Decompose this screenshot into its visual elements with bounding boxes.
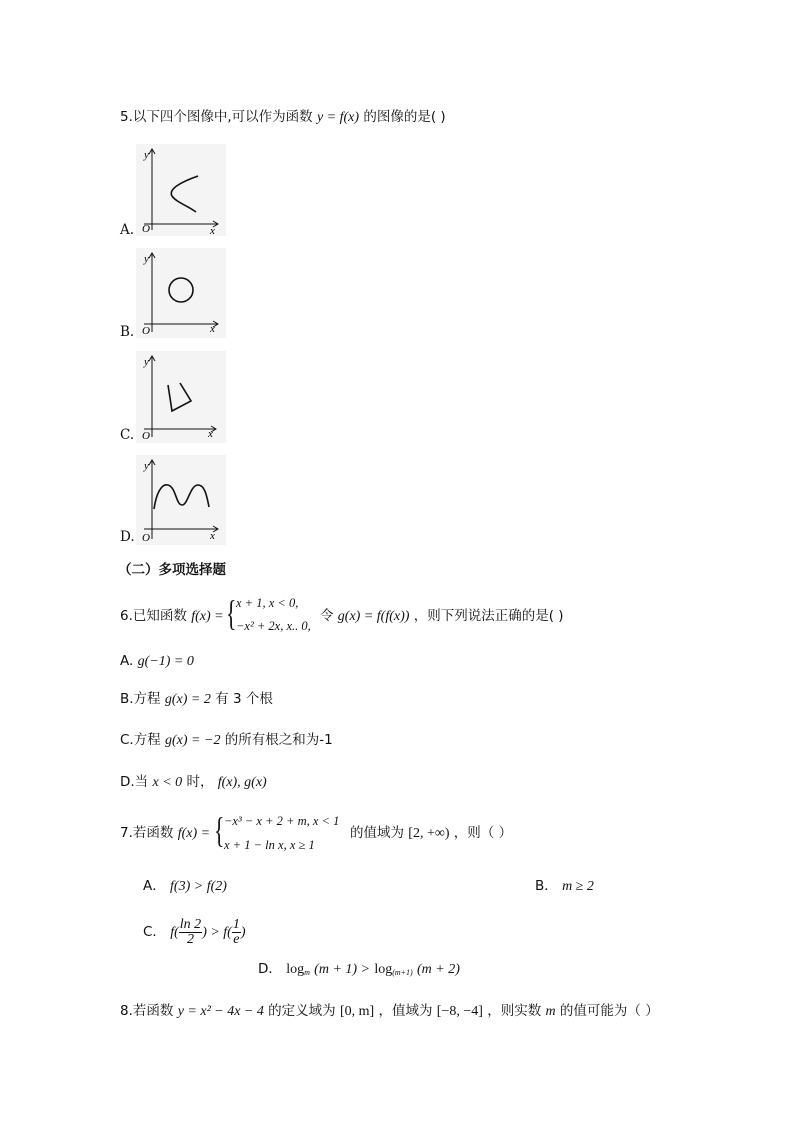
q8-stem <box>120 1002 659 1021</box>
q5-prefix: 5.以下四个图像中,可以作为函数 <box>120 109 313 125</box>
q7-option-c-f1: f( <box>170 925 179 940</box>
q7-stem <box>120 824 210 843</box>
q7-option-d <box>258 960 460 982</box>
q7-option-c-end: ) <box>240 925 246 940</box>
q8-formula: y = x² − 4x − 4 <box>177 1004 264 1019</box>
q6-option-d-math2: f(x), g(x) <box>217 775 267 790</box>
axis-x-label: x <box>208 428 213 440</box>
q5-formula: y = f(x) <box>316 110 360 125</box>
q8-suffix: 的值可能为（ ） <box>559 1003 659 1019</box>
axis-y-label: y <box>144 460 149 472</box>
q7-case2: x + 1 − ln x, x ≥ 1 <box>224 838 315 852</box>
q6-stem-tail <box>320 607 564 626</box>
q5-option-c-label: C. <box>120 427 135 443</box>
q7-option-b <box>535 877 594 896</box>
q6-option-d-mid: 时， <box>186 774 214 790</box>
q6-case2: −x² + 2x, x.. 0, <box>236 619 311 633</box>
origin-label: O <box>142 223 150 235</box>
q7-option-d-base2: (m+1) <box>392 968 413 977</box>
q7-option-d-arg2: (m + 2) <box>417 962 460 977</box>
q5-option-a-label: A. <box>120 222 135 238</box>
frac1-denominator: 2 <box>186 932 194 947</box>
q7-option-c-frac2 <box>232 918 241 947</box>
curve-b <box>169 278 193 302</box>
q8-mid2: ，值域为 <box>378 1003 433 1019</box>
q6-gx: g(x) = f(f(x)) <box>337 609 410 624</box>
q8-mid1: 的定义域为 <box>268 1003 336 1019</box>
q7-mid: 的值域为 <box>350 825 404 841</box>
q7-prefix: 7.若函数 <box>120 825 174 841</box>
q7-suffix: ，则（ ） <box>453 825 513 841</box>
q7-brace: { <box>214 810 225 850</box>
q6-option-d <box>120 773 267 792</box>
curve-a <box>171 176 198 212</box>
q6-option-b <box>120 690 273 709</box>
q7-option-d-log2: log <box>374 962 393 977</box>
origin-label: O <box>142 532 150 544</box>
q6-case1: x + 1, x < 0, <box>236 596 299 610</box>
q7-option-b-math: m ≥ 2 <box>562 879 594 894</box>
axis-x-label: x <box>210 225 215 236</box>
q7-option-c-frac1 <box>179 918 202 947</box>
q6-option-a-label: A. <box>120 653 134 669</box>
frac2-numerator: 1 <box>232 917 240 932</box>
frac1-numerator: ln 2 <box>179 917 202 932</box>
q6-fx: f(x) = <box>191 609 224 624</box>
q7-option-d-arg1: (m + 1) > <box>314 962 371 977</box>
q6-option-b-math: g(x) = 2 <box>164 692 211 707</box>
q6-option-c-suffix: 的所有根之和为-1 <box>224 732 333 748</box>
q5-graph-c <box>136 351 226 443</box>
q5-graph-d <box>136 455 226 545</box>
q7-option-a-math: f(3) > f(2) <box>170 879 227 894</box>
q6-stem <box>120 607 224 626</box>
q6-option-a-math: g(−1) = 0 <box>137 654 194 669</box>
q7-option-d-base1: m <box>304 968 310 977</box>
axis-y-label: y <box>144 253 149 265</box>
frac2-denominator: e <box>233 932 240 947</box>
q7-option-a-label: A． <box>143 878 166 894</box>
q7-case1: −x³ − x + 2 + m, x < 1 <box>224 814 340 828</box>
q8-domain: [0, m] <box>339 1004 375 1019</box>
q7-stem-tail <box>350 824 512 843</box>
q8-mid3: ，则实数 <box>487 1003 542 1019</box>
q6-option-b-prefix: B.方程 <box>120 691 161 707</box>
axis-y-label: y <box>144 356 149 368</box>
origin-label: O <box>142 325 150 337</box>
q7-option-c-mid: ) > f( <box>202 925 232 940</box>
section-heading: （二）多项选择题 <box>118 562 226 578</box>
q5-graph-b <box>136 248 226 338</box>
axis-y-label: y <box>144 149 149 161</box>
q7-option-c-label: C． <box>143 924 166 940</box>
q7-range: [2, +∞) <box>408 826 450 841</box>
q8-prefix: 8.若函数 <box>120 1003 174 1019</box>
q7-option-a <box>143 877 227 896</box>
q5-graph-a <box>136 144 226 236</box>
origin-label: O <box>142 430 150 442</box>
curve-d <box>154 485 209 509</box>
q6-option-b-suffix: 有 3 个根 <box>215 691 273 707</box>
q6-let: 令 <box>320 608 334 624</box>
q6-option-a <box>120 652 194 671</box>
q7-option-c <box>143 914 246 950</box>
axis-x-label: x <box>210 530 215 542</box>
q6-option-c <box>120 731 333 750</box>
q6-brace: { <box>226 593 237 633</box>
q7-option-d-label: D． <box>258 961 282 977</box>
axis-x-label: x <box>210 323 215 335</box>
q5-option-b-label: B. <box>120 324 135 340</box>
q7-option-b-label: B． <box>535 878 558 894</box>
q6-option-d-math1: x < 0 <box>152 775 183 790</box>
q6-option-c-prefix: C.方程 <box>120 732 161 748</box>
curve-c <box>168 383 191 411</box>
q5-option-d-label: D. <box>120 529 135 545</box>
q8-range: [−8, −4] <box>436 1004 483 1019</box>
q6-suffix: ，则下列说法正确的是( ) <box>413 608 564 624</box>
q6-prefix: 6.已知函数 <box>120 608 187 624</box>
q5-suffix: 的图像的是( ) <box>363 109 446 125</box>
q6-option-c-math: g(x) = −2 <box>165 733 221 748</box>
q7-fx: f(x) = <box>177 826 211 841</box>
q8-var: m <box>545 1004 556 1019</box>
q7-option-d-log1: log <box>286 962 305 977</box>
q6-option-d-prefix: D.当 <box>120 774 149 790</box>
q5-stem <box>120 108 446 127</box>
